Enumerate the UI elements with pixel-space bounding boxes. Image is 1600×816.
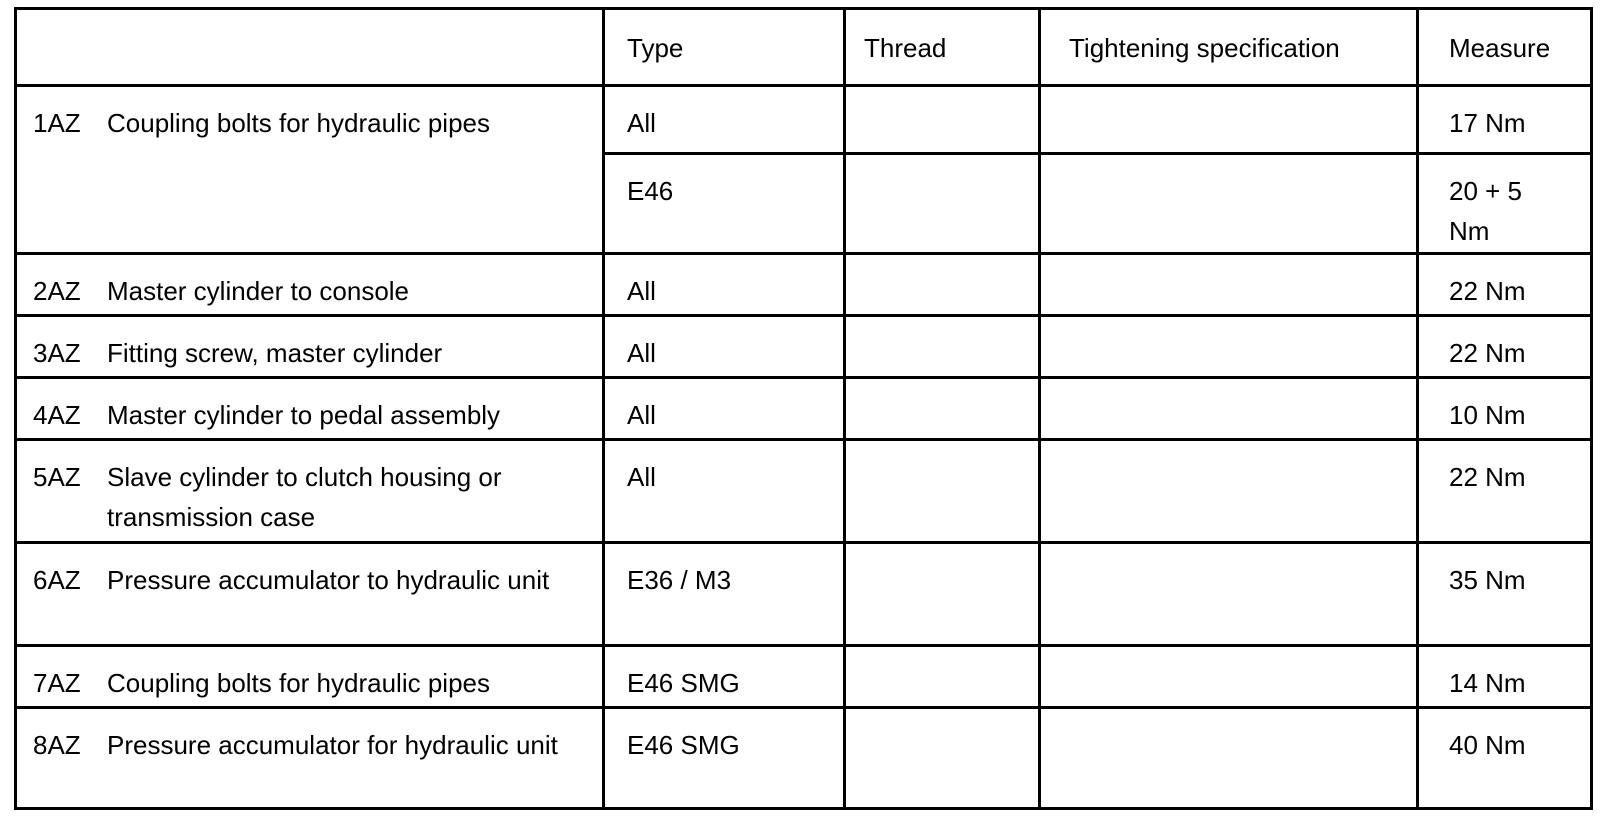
row-type: E36 / M3 — [604, 543, 845, 646]
row-code: 8AZ — [33, 730, 81, 760]
row-measure: 40 Nm — [1418, 708, 1592, 809]
row-tightening — [1040, 254, 1418, 316]
row-measure: 35 Nm — [1418, 543, 1592, 646]
row-description: Coupling bolts for hydraulic pipes — [107, 108, 490, 138]
row-tightening — [1040, 646, 1418, 708]
table-row — [16, 543, 1592, 646]
row-code: 2AZ — [33, 276, 81, 306]
row-thread — [845, 154, 1040, 254]
row-name-cell — [16, 543, 604, 646]
row-thread — [845, 254, 1040, 316]
row-name-cell — [16, 378, 604, 440]
row-description: Coupling bolts for hydraulic pipes — [107, 668, 490, 698]
row-thread — [845, 646, 1040, 708]
header-name — [16, 9, 604, 86]
row-description: Pressure accumulator for hydraulic unit — [107, 730, 558, 760]
row-tightening — [1040, 316, 1418, 378]
row-measure: 22 Nm — [1418, 316, 1592, 378]
row-type: E46 SMG — [604, 708, 845, 809]
table-row — [16, 646, 1592, 708]
table-row — [16, 316, 1592, 378]
row-name-cell — [16, 316, 604, 378]
row-measure: 17 Nm — [1418, 86, 1592, 154]
row-measure: 20 + 5 Nm — [1418, 154, 1592, 254]
row-tightening — [1040, 86, 1418, 154]
row-type: E46 — [604, 154, 845, 254]
row-measure: 10 Nm — [1418, 378, 1592, 440]
row-description: Master cylinder to pedal assembly — [107, 400, 501, 430]
table-row — [16, 378, 1592, 440]
row-tightening — [1040, 378, 1418, 440]
row-description: Fitting screw, master cylinder — [107, 338, 443, 368]
header-type: Type — [604, 9, 845, 86]
row-description: Master cylinder to console — [107, 276, 410, 306]
table-header-row — [16, 9, 1592, 86]
row-name-cell — [16, 86, 604, 254]
row-code: 1AZ — [33, 108, 81, 138]
header-measure: Measure — [1418, 9, 1592, 86]
row-measure: 14 Nm — [1418, 646, 1592, 708]
row-type: All — [604, 440, 845, 543]
row-thread — [845, 316, 1040, 378]
row-description: Slave cylinder to clutch housing or transmission case — [107, 462, 502, 532]
row-code: 3AZ — [33, 338, 81, 368]
tightening-torque-table — [14, 7, 1593, 810]
row-thread — [845, 86, 1040, 154]
row-measure: 22 Nm — [1418, 440, 1592, 543]
header-thread: Thread — [845, 9, 1040, 86]
table-row — [16, 440, 1592, 543]
row-code: 5AZ — [33, 462, 81, 492]
row-thread — [845, 708, 1040, 809]
row-tightening — [1040, 154, 1418, 254]
row-type: All — [604, 378, 845, 440]
row-name-cell — [16, 708, 604, 809]
row-type: All — [604, 316, 845, 378]
row-code: 7AZ — [33, 668, 81, 698]
header-tightening-specification: Tightening specification — [1040, 9, 1418, 86]
row-measure: 22 Nm — [1418, 254, 1592, 316]
row-code: 4AZ — [33, 400, 81, 430]
row-type: E46 SMG — [604, 646, 845, 708]
row-thread — [845, 440, 1040, 543]
table-row — [16, 708, 1592, 809]
row-thread — [845, 378, 1040, 440]
row-code: 6AZ — [33, 565, 81, 595]
table-row — [16, 254, 1592, 316]
row-tightening — [1040, 440, 1418, 543]
row-tightening — [1040, 708, 1418, 809]
row-type: All — [604, 254, 845, 316]
row-tightening — [1040, 543, 1418, 646]
row-thread — [845, 543, 1040, 646]
row-description: Pressure accumulator to hydraulic unit — [107, 565, 550, 595]
row-type: All — [604, 86, 845, 154]
row-name-cell — [16, 440, 604, 543]
row-name-cell — [16, 254, 604, 316]
table-row — [16, 86, 1592, 154]
row-name-cell — [16, 646, 604, 708]
